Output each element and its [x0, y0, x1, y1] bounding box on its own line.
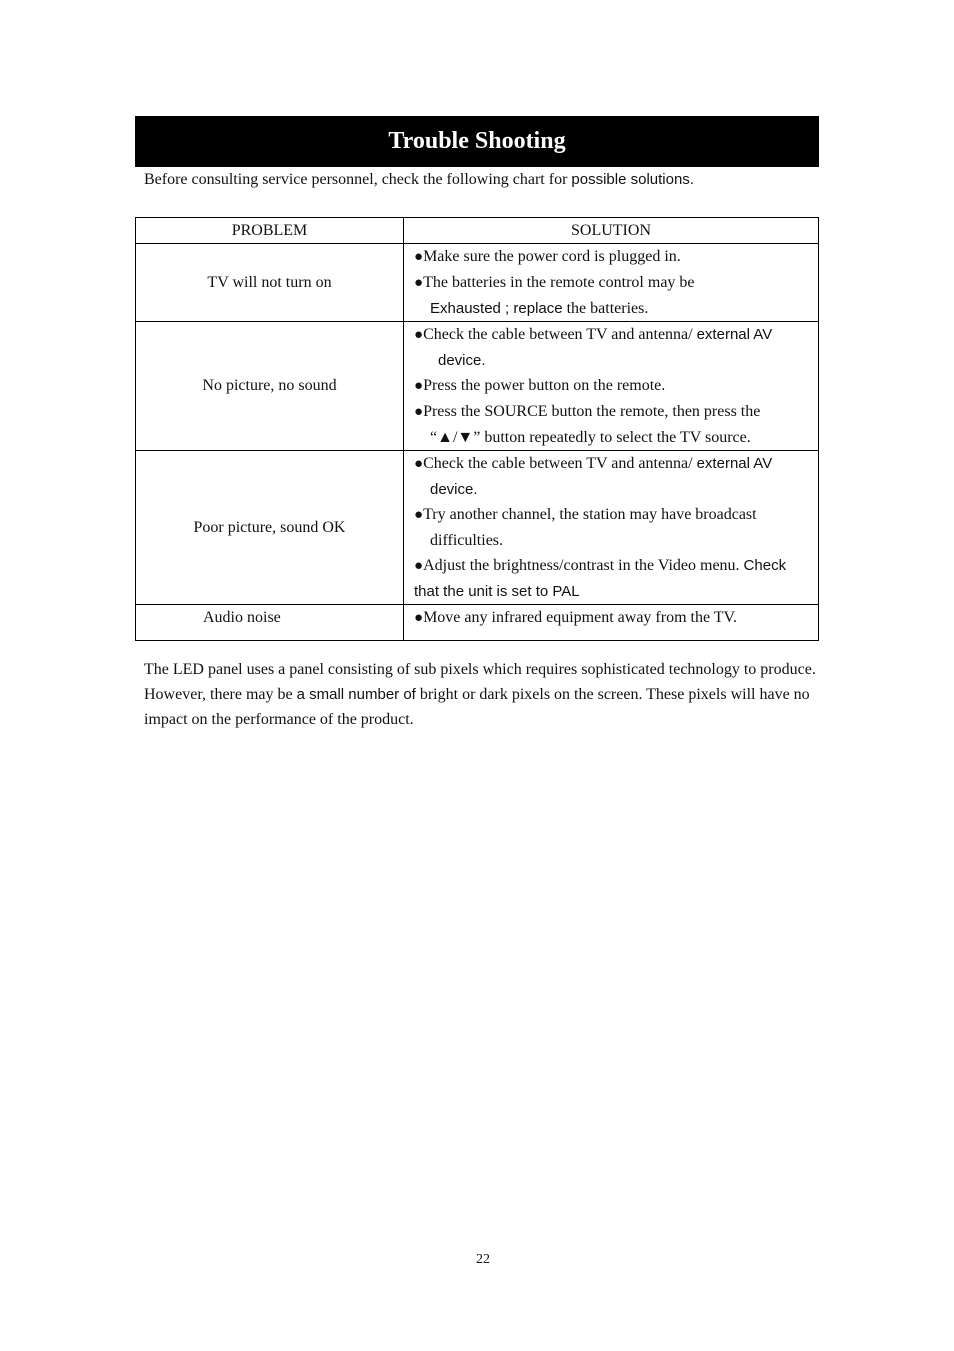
solution-line: Exhausted ; replace the batteries.	[430, 300, 649, 317]
problem-cell	[136, 451, 404, 605]
solution-line: ●Make sure the power cord is plugged in.	[414, 248, 681, 265]
troubleshooting-table	[135, 217, 819, 641]
solution-line: ●Press the power button on the remote.	[414, 377, 666, 394]
solution-line: ●Press the SOURCE button the remote, then press the	[414, 403, 761, 420]
bullet-icon: ●	[414, 610, 424, 626]
bullet-icon: ●	[414, 404, 424, 420]
table-row	[136, 451, 819, 605]
problem-cell	[136, 322, 404, 451]
header-solution: SOLUTION	[404, 218, 819, 244]
problem-text: Audio noise	[203, 609, 281, 626]
solution-cell	[404, 451, 819, 605]
table-header-row	[136, 218, 819, 244]
bullet-icon: ●	[414, 507, 424, 523]
problem-text: Poor picture, sound OK	[193, 518, 346, 536]
intro-main: Before consulting service personnel, check the following chart for	[144, 171, 568, 188]
solution-line: ●Adjust the brightness/contrast in the Video menu. Check	[414, 557, 787, 574]
bullet-icon: ●	[414, 249, 424, 265]
solution-line: ●Move any infrared equipment away from the TV.	[414, 609, 738, 626]
intro-text	[144, 170, 694, 190]
table-row	[136, 605, 819, 641]
bullet-icon: ●	[414, 558, 424, 574]
led-panel-note: The LED panel uses a panel consisting of sub pixels which requires sophisticated technology to produce. However, there may be a small number of bright or dark pixels on the screen. These pixels will have no impact on the performance of the product.	[144, 661, 816, 728]
title-bar	[135, 116, 819, 167]
table-row	[136, 244, 819, 322]
solution-line: device.	[438, 352, 486, 369]
page-title: Trouble Shooting	[388, 128, 566, 154]
page-number: 22	[476, 1252, 490, 1267]
bullet-icon: ●	[414, 327, 424, 343]
header-problem: PROBLEM	[136, 218, 404, 244]
problem-text: No picture, no sound	[202, 377, 337, 394]
bullet-icon: ●	[414, 378, 424, 394]
bullet-icon: ●	[414, 456, 424, 472]
table-row	[136, 322, 819, 451]
solution-line: ●Check the cable between TV and antenna/ external AV	[414, 455, 773, 472]
solution-line: difficulties.	[430, 532, 504, 549]
intro-tail: possible solutions.	[571, 171, 694, 188]
solution-cell	[404, 322, 819, 451]
solution-cell	[404, 244, 819, 322]
solution-line: ●The batteries in the remote control may be	[414, 274, 695, 291]
solution-line: “▲/▼” button repeatedly to select the TV source.	[430, 429, 751, 446]
solution-line: that the unit is set to PAL	[414, 583, 580, 600]
bullet-icon: ●	[414, 275, 424, 291]
solution-cell	[404, 605, 819, 641]
problem-text: TV will not turn on	[207, 273, 332, 291]
problem-cell	[136, 244, 404, 322]
solution-line: ●Try another channel, the station may have broadcast	[414, 506, 757, 523]
problem-cell	[136, 605, 404, 641]
solution-line: ●Check the cable between TV and antenna/ external AV	[414, 326, 773, 343]
solution-line: device.	[430, 481, 478, 498]
